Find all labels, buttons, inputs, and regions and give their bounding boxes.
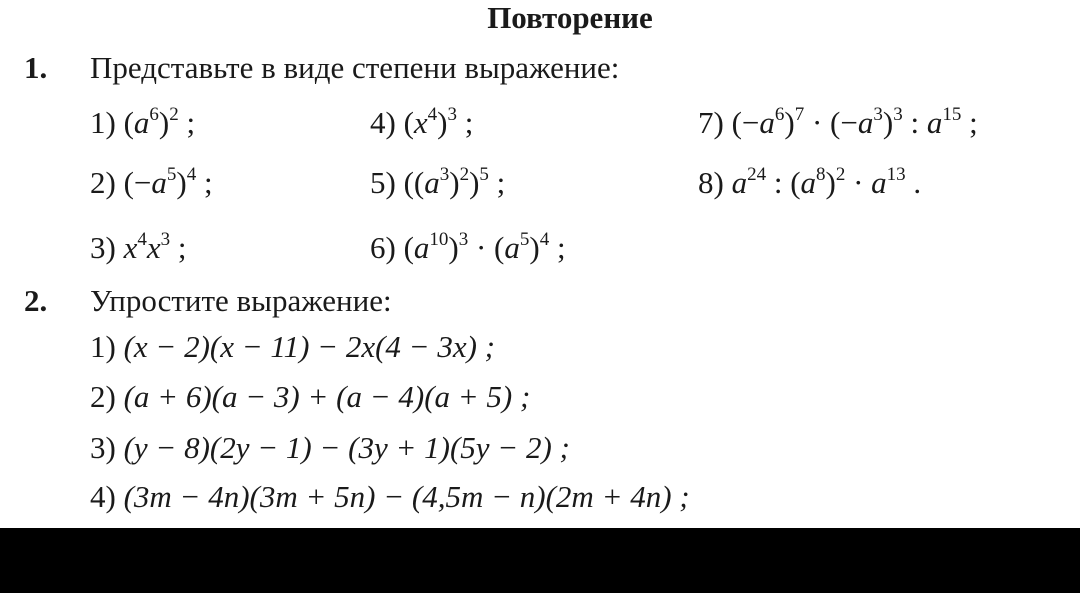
task-1-item-7: 7) $(-a^6)^7 \cdot (-a^3)^3$ : $a^{15}$ ;: [698, 104, 978, 140]
task-1-item-8: 8) $a^{24}$ : $(a^8)^2 \cdot a^{13}$ .: [698, 164, 922, 200]
task-2-item-2: 2) (a + 6)(a − 3) + (a − 4)(a + 5) ;: [90, 379, 531, 414]
task-2-item-1: 1) (x − 2)(x − 11) − 2x(4 − 3x) ;: [90, 329, 496, 364]
task-1-number: 1.: [24, 50, 48, 85]
task-1-item-1: 1) $(a^6)^2$ ;: [90, 104, 196, 140]
task-2-text: Упростите выражение:: [90, 283, 392, 318]
task-1-text: Представьте в виде степени выражение:: [90, 50, 620, 85]
page-title: Повторение: [487, 0, 653, 35]
black-bottom-bar: [0, 528, 1080, 593]
task-2-item-3: 3) (y − 8)(2y − 1) − (3y + 1)(5y − 2) ;: [90, 430, 570, 465]
task-2-item-4: 4) (3m − 4n)(3m + 5n) − (4,5m − n)(2m + 4n) ;: [90, 479, 690, 514]
task-1-item-3: 3) $x^4x^3$ ;: [90, 229, 187, 265]
task-2-number: 2.: [24, 283, 48, 318]
task-1-item-6: 6) $(a^{10})^3 \cdot (a^5)^4$ ;: [370, 229, 566, 265]
task-1-item-4: 4) $(x^4)^3$ ;: [370, 104, 474, 140]
task-1-item-5: 5) $((a^3)^2)^5$ ;: [370, 164, 506, 200]
task-1-item-2: 2) $(-a^5)^4$ ;: [90, 164, 213, 200]
